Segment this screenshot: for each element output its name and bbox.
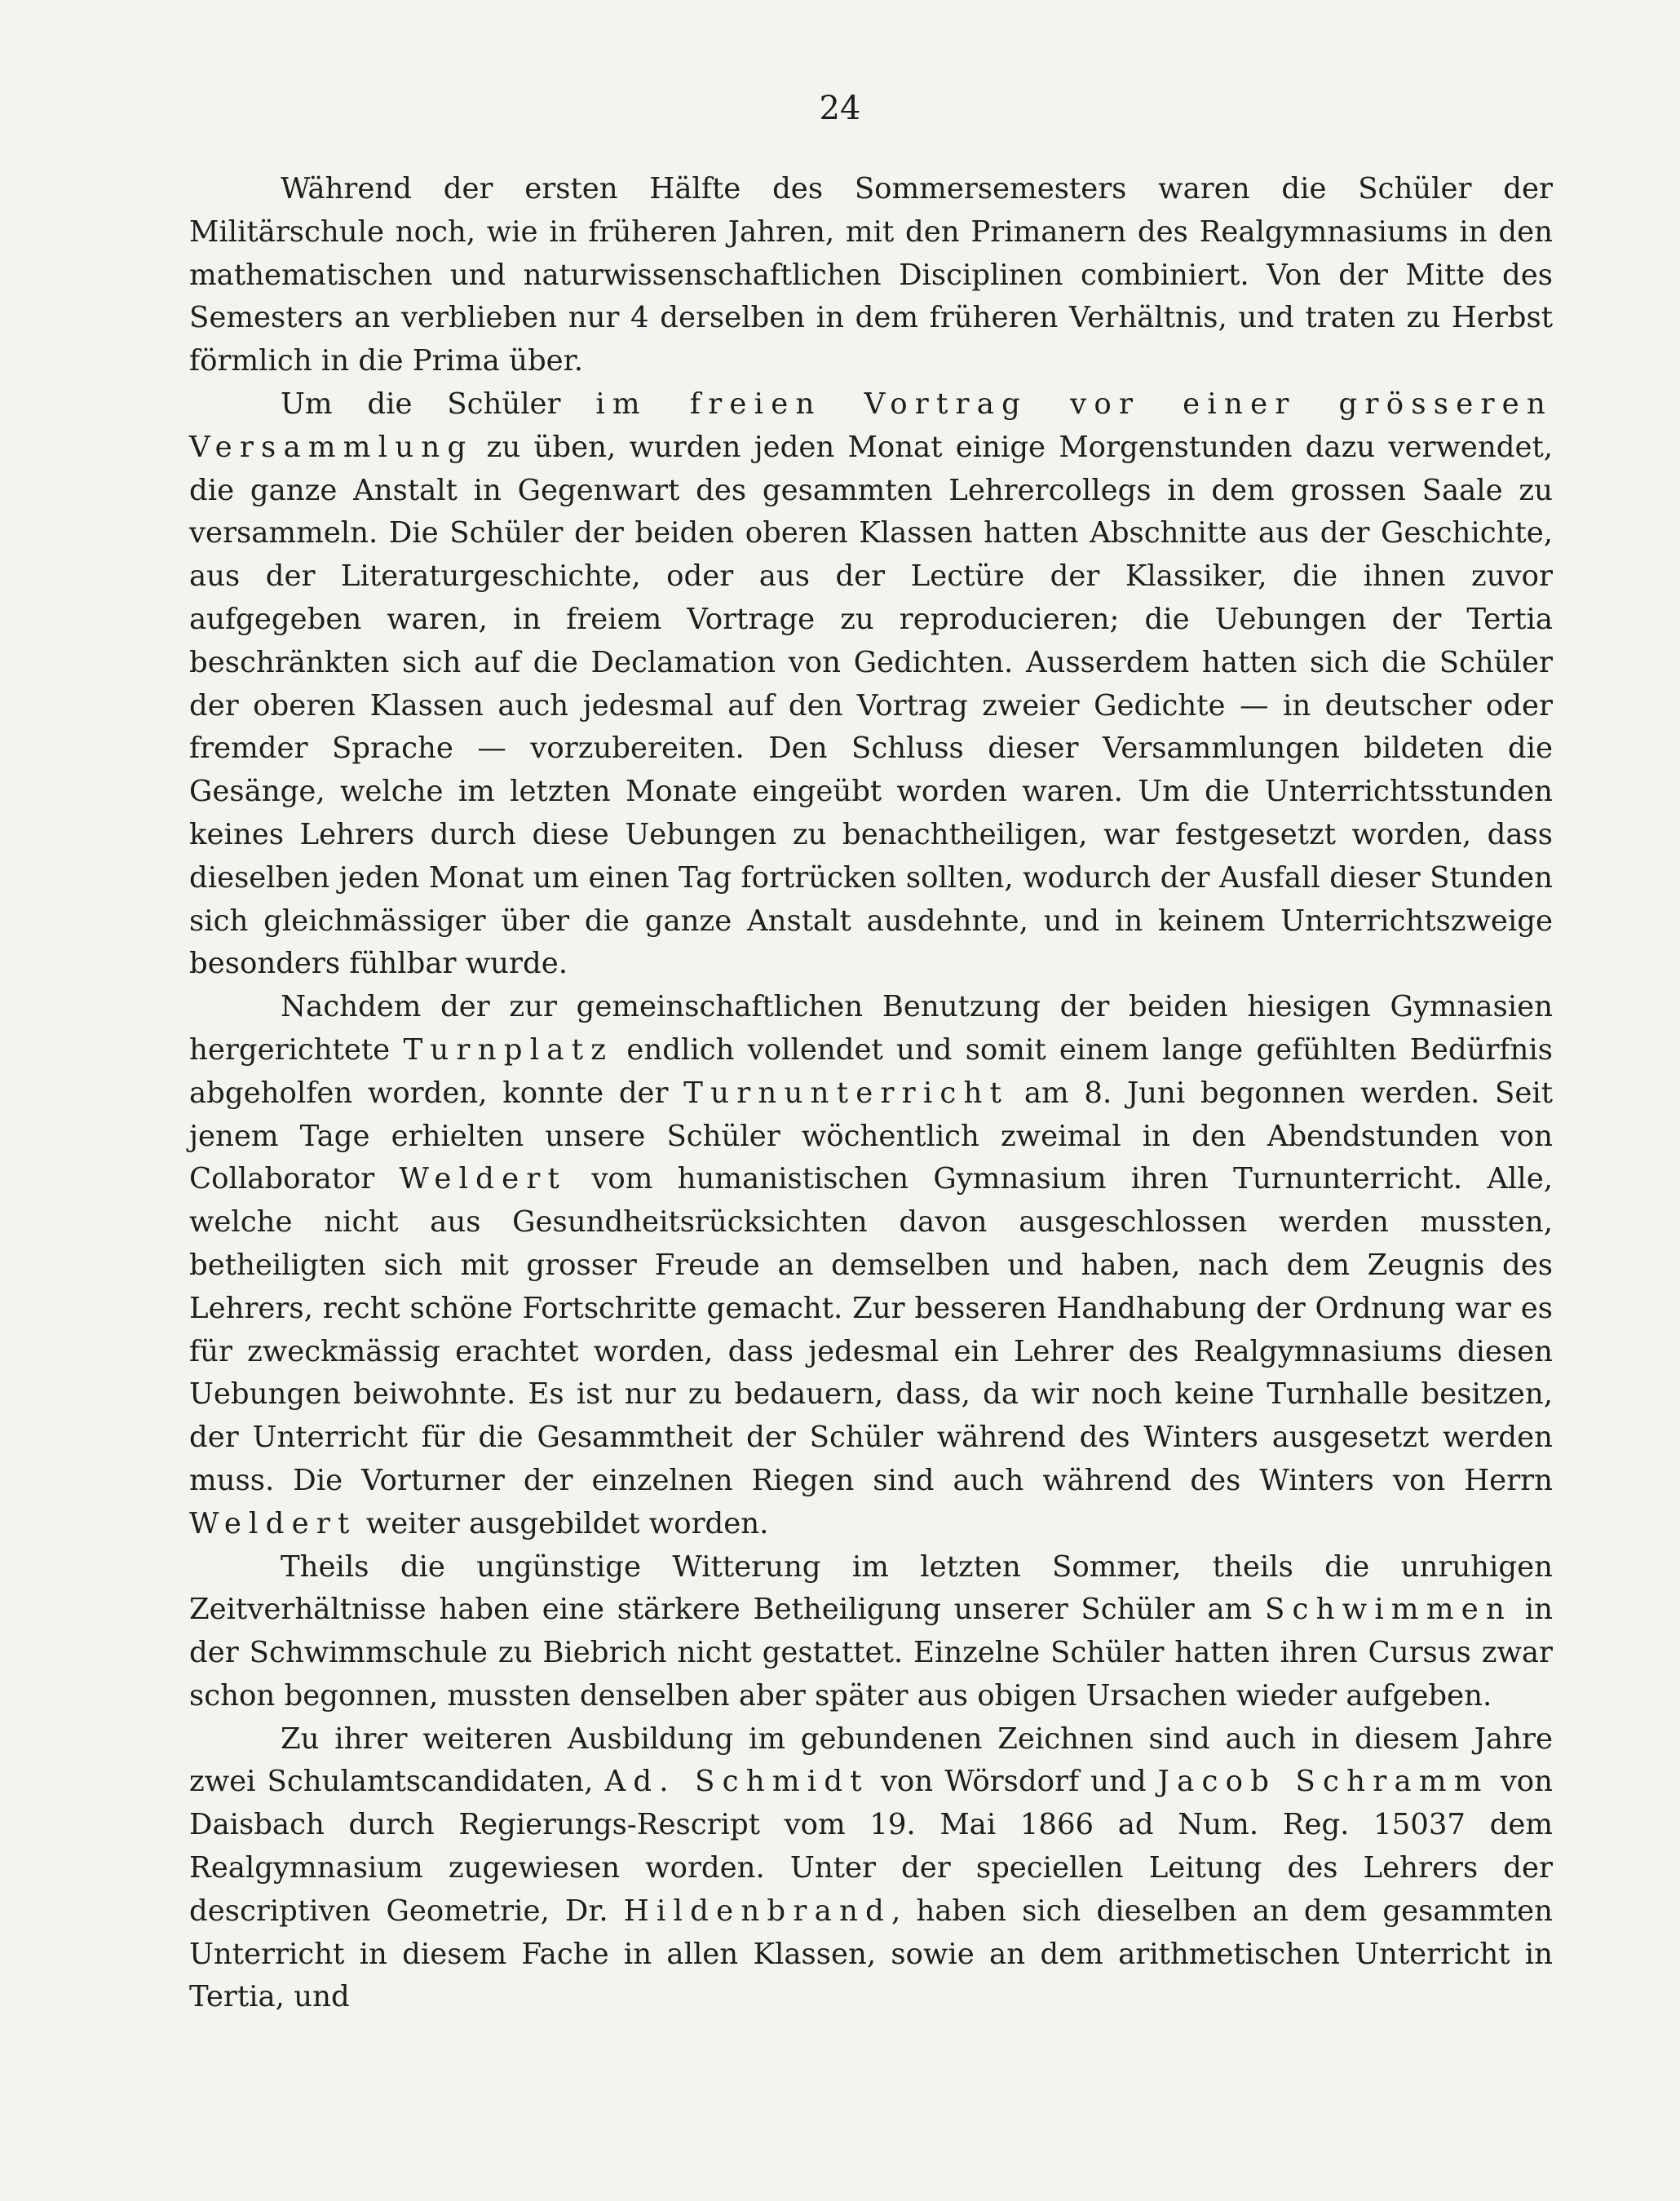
paragraph xyxy=(189,986,1553,1545)
body-text: Theils die ungünstige Witterung im letzten Sommer, theils die unruhigen Zeitverhältnisse haben eine stärkere Betheiligung unserer Schüler am xyxy=(189,1549,1553,1627)
body-text: Nachdem der zur gemeinschaftlichen Benutzung der beiden hiesigen Gymnasien hergerichtete xyxy=(189,990,1553,1067)
spaced-emphasis-text: Weldert xyxy=(189,1506,357,1540)
body-text: endlich vollendet und somit einem lange gefühlten Bedürfnis abgeholfen worden, konnte der xyxy=(189,1032,1553,1110)
body-text: in der Schwimmschule zu Biebrich nicht gestattet. Einzelne Schüler hatten ihren Cursus zwar schon begonnen, mussten denselben aber später aus obigen Ursachen wieder aufgeben. xyxy=(189,1593,1553,1713)
body-text: Während der ersten Hälfte des Sommersemesters waren die Schüler der Militärschule noch, wie in früheren Jahren, mit den Primanern des Realgymnasiums in den mathematischen und naturwissenschaftlichen Disciplinen combiniert. Von der Mitte des Semesters an verblieben nur 4 derselben in dem früheren Verhältnis, und traten zu Herbst förmlich in die Prima über. xyxy=(189,172,1553,378)
body-text: Um die Schüler xyxy=(281,387,596,421)
paragraph xyxy=(189,1546,1553,1718)
spaced-emphasis-text: Turnplatz xyxy=(403,1032,614,1067)
paragraph xyxy=(189,383,1553,986)
paragraph xyxy=(189,1718,1553,2020)
body-text: weiter ausgebildet worden. xyxy=(356,1506,769,1540)
spaced-emphasis-text: Turnunterricht xyxy=(683,1076,1010,1110)
paragraph xyxy=(189,168,1553,383)
page-number: 24 xyxy=(819,90,861,127)
body-text: zu üben, wurden jeden Monat einige Morgenstunden dazu verwendet, die ganze Anstalt in Gegenwart des gesammten Lehrercollegs in dem grossen Saale zu versammeln. Die Schüler der beiden oberen Klassen hatten Abschnitte aus der Geschichte, aus der Literaturgeschichte, oder aus der Lectüre der Klassiker, die ihnen zuvor aufgegeben waren, in freiem Vortrage zu reproducieren; die Uebungen der Tertia beschränkten sich auf die Declamation von Gedichten. Ausserdem hatten sich die Schüler der oberen Klassen auch jedesmal auf den Vortrag zweier Gedichte — in deutscher oder fremder Sprache — vorzubereiten. Den Schluss dieser Versammlungen bildeten die Gesänge, welche im letzten Monate eingeübt worden waren. Um die Unterrichtsstunden keines Lehrers durch diese Uebungen zu benachtheiligen, war festgesetzt worden, dass dieselben jeden Monat um einen Tag fortrücken sollten, wodurch der Ausfall dieser Stunden sich gleichmässiger über die ganze Anstalt ausdehnte, und in keinem Unterrichtszweige besonders fühlbar wurde. xyxy=(189,430,1553,981)
spaced-emphasis-text: Hildenbrand xyxy=(623,1894,892,1928)
body-text: , haben sich dieselben an dem gesammten Unterricht in diesem Fache in allen Klassen, sowie an dem arithmetischen Unterricht in Tertia, und xyxy=(189,1894,1553,2014)
spaced-emphasis-text: im freien Vortrag vor einer grösseren Versammlung xyxy=(189,387,1553,464)
spaced-emphasis-text: Ad. Schmidt xyxy=(604,1765,869,1799)
body-text: von Daisbach durch Regierungs-Rescript vom 19. Mai 1866 ad Num. Reg. 15037 dem Realgymnasium zugewiesen worden. Unter der speciellen Leitung des Lehrers der descriptiven Geometrie, Dr. xyxy=(189,1765,1553,1928)
body-text: von Wörsdorf und xyxy=(869,1765,1158,1799)
body-text: vom humanistischen Gymnasium ihren Turnunterricht. Alle, welche nicht aus Gesundheitsrücksichten davon ausgeschlossen werden mussten, betheiligten sich mit grosser Freude an demselben und haben, nach dem Zeugnis des Lehrers, recht schöne Fortschritte gemacht. Zur besseren Handhabung der Ordnung war es für zweckmässig erachtet worden, dass jedesmal ein Lehrer des Realgymnasiums diesen Uebungen beiwohnte. Es ist nur zu bedauern, dass, da wir noch keine Turnhalle besitzen, der Unterricht für die Gesammtheit der Schüler während des Winters ausgesetzt werden muss. Die Vorturner der einzelnen Riegen sind auch während des Winters von Herrn xyxy=(189,1162,1553,1497)
spaced-emphasis-text: Schwimmen xyxy=(1264,1593,1513,1627)
spaced-emphasis-text: Jacob Schramm xyxy=(1157,1765,1489,1799)
text-body xyxy=(189,168,1553,2019)
spaced-emphasis-text: Weldert xyxy=(399,1162,568,1196)
body-text: Zu ihrer weiteren Ausbildung im gebundenen Zeichnen sind auch in diesem Jahre zwei Schulamtscandidaten, xyxy=(189,1721,1553,1799)
body-text: am 8. Juni begonnen werden. Seit jenem Tage erhielten unsere Schüler wöchentlich zweimal in den Abendstunden von Collaborator xyxy=(189,1076,1553,1196)
